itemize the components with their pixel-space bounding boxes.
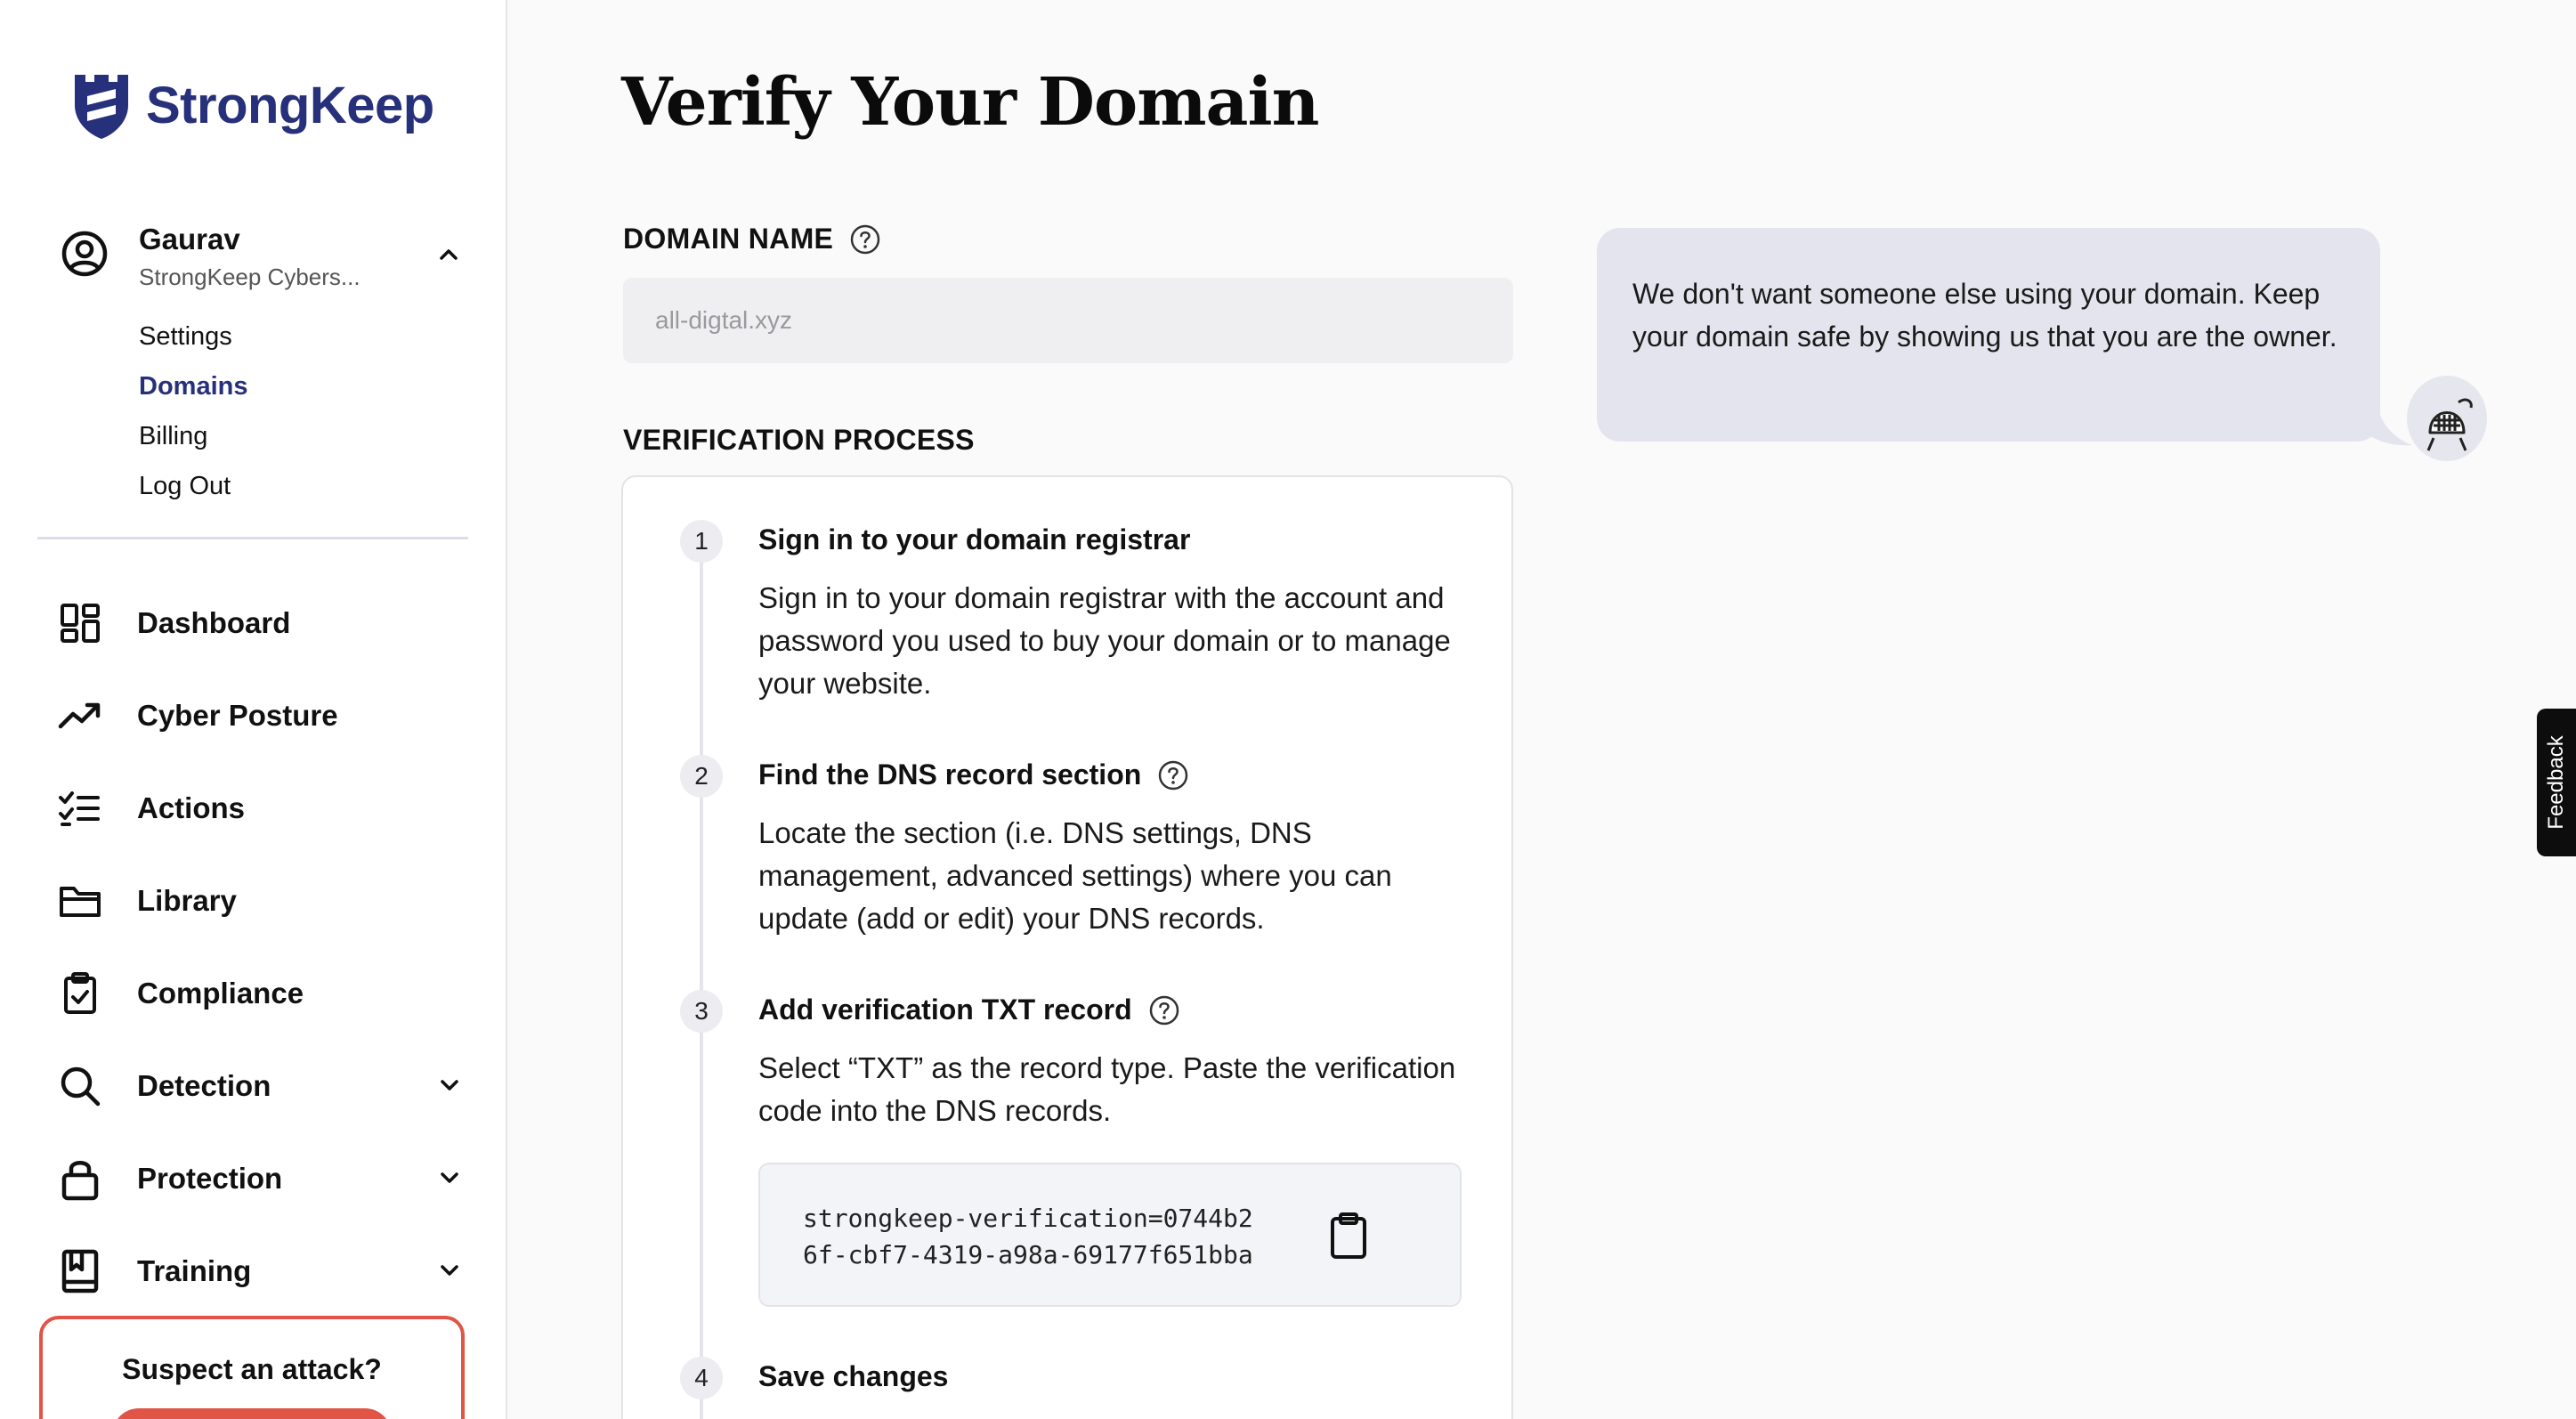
checklist-icon	[57, 785, 103, 831]
nav-label: Cyber Posture	[137, 699, 338, 732]
domain-name-input[interactable]	[623, 278, 1513, 363]
report-attack-button[interactable]	[112, 1408, 392, 1419]
book-icon	[57, 1248, 103, 1294]
nav-label: Compliance	[137, 977, 304, 1010]
account-name: Gaurav	[139, 223, 240, 255]
step-body: Locate the section (i.e. DNS settings, DNS management, advanced settings) where you can update (add or edit) your DNS records.	[758, 816, 1392, 935]
domain-name-label	[623, 223, 881, 255]
verification-code-box	[758, 1163, 1462, 1307]
step-title-text: Save changes	[758, 1360, 949, 1392]
step-number: 1	[680, 520, 723, 563]
verification-code-line-2: 6f-cbf7-4319-a98a-69177f651bba	[803, 1240, 1253, 1269]
chevron-down-icon[interactable]	[436, 1072, 463, 1099]
brand-name: StrongKeep	[146, 76, 434, 134]
user-circle-icon	[61, 230, 109, 278]
main-nav	[57, 577, 475, 1318]
clipboard-check-icon	[57, 970, 103, 1017]
nav-label: Detection	[137, 1069, 271, 1102]
account-menu-settings[interactable]: Settings	[139, 322, 232, 351]
chevron-down-icon[interactable]	[436, 1164, 463, 1191]
nav-label: Actions	[137, 791, 246, 824]
sidebar-divider	[37, 537, 468, 539]
nav-item-dashboard[interactable]	[57, 577, 475, 669]
account-org: StrongKeep Cybers...	[139, 264, 360, 290]
nav-item-detection[interactable]	[57, 1040, 475, 1132]
step-title-text: Add verification TXT record	[758, 993, 1132, 1026]
step-title	[758, 523, 1190, 556]
account-menu-domains[interactable]: Domains	[139, 372, 248, 401]
account-switcher[interactable]	[57, 221, 466, 301]
nav-item-cyber-posture[interactable]	[57, 669, 475, 762]
help-icon[interactable]	[1148, 994, 1180, 1026]
suspect-attack-card	[39, 1316, 465, 1419]
nav-item-library[interactable]	[57, 855, 475, 947]
nav-item-compliance[interactable]	[57, 947, 475, 1040]
trending-up-icon	[57, 693, 103, 739]
timeline-line	[700, 543, 703, 1419]
suspect-attack-title: Suspect an attack?	[122, 1353, 382, 1385]
feedback-tab[interactable]	[2537, 709, 2576, 856]
search-icon	[57, 1063, 103, 1109]
account-menu-billing[interactable]: Billing	[139, 422, 208, 450]
copy-clipboard-icon[interactable]	[1326, 1211, 1371, 1261]
nav-item-protection[interactable]	[57, 1132, 475, 1225]
domain-name-label-text: DOMAIN NAME	[623, 223, 834, 255]
step-number: 3	[680, 990, 723, 1033]
help-icon[interactable]	[849, 223, 881, 255]
step-body: Sign in to your domain registrar with the account and password you used to buy your domain or to manage your website.	[758, 581, 1451, 700]
verification-process-label	[623, 424, 975, 457]
lock-icon	[57, 1155, 103, 1202]
step-title-text: Sign in to your domain registrar	[758, 523, 1191, 555]
page-title: Verify Your Domain	[621, 64, 1319, 141]
step-body: Select “TXT” as the record type. Paste the verification code into the DNS records.	[758, 1051, 1456, 1127]
dashboard-icon	[57, 600, 103, 646]
sidebar	[0, 0, 507, 1419]
step-title	[758, 758, 1189, 791]
knight-mascot-icon	[2407, 376, 2487, 461]
logo[interactable]	[71, 69, 434, 141]
step-title	[758, 993, 1180, 1026]
verification-code-line-1: strongkeep-verification=0744b2	[803, 1204, 1253, 1233]
chevron-down-icon[interactable]	[436, 1257, 463, 1284]
step-title-text: Find the DNS record section	[758, 758, 1142, 791]
verification-code[interactable]	[803, 1200, 1301, 1273]
feedback-label: Feedback	[2544, 735, 2568, 830]
chevron-up-icon[interactable]	[434, 240, 463, 269]
shield-logo-icon	[71, 69, 132, 141]
speech-bubble-tail	[2359, 415, 2412, 447]
nav-label: Library	[137, 884, 237, 917]
help-icon[interactable]	[1157, 759, 1189, 791]
nav-item-training[interactable]	[57, 1225, 475, 1318]
account-menu-logout[interactable]: Log Out	[139, 472, 231, 500]
mascot-speech-bubble: We don't want someone else using your domain. Keep your domain safe by showing us that you are the owner.	[1597, 228, 2380, 442]
step-number: 2	[680, 755, 723, 798]
nav-label: Training	[137, 1254, 252, 1287]
step-number: 4	[680, 1357, 723, 1399]
step-title	[758, 1360, 948, 1393]
nav-label: Protection	[137, 1162, 283, 1195]
account-menu	[139, 317, 247, 516]
folder-icon	[57, 878, 103, 924]
nav-label: Dashboard	[137, 606, 291, 639]
verification-process-label-text: VERIFICATION PROCESS	[623, 424, 975, 456]
nav-item-actions[interactable]	[57, 762, 475, 855]
